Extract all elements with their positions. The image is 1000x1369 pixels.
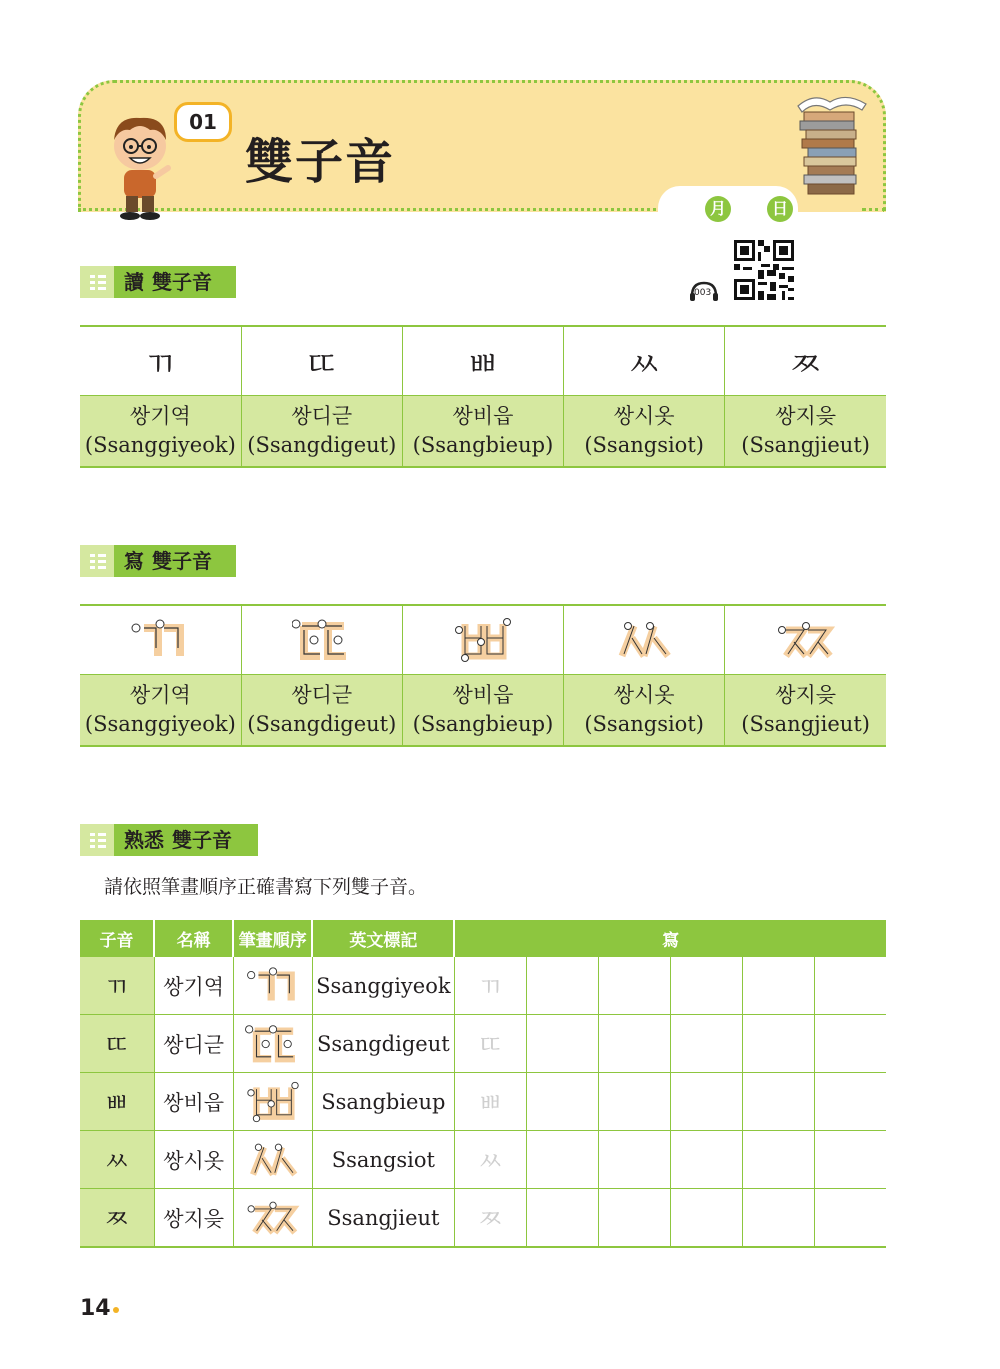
writing-cell[interactable]: [527, 1189, 599, 1248]
korean-name: 쌍디귿: [291, 404, 353, 428]
section-read-title: 雙子音: [152, 270, 212, 294]
korean-name: 쌍시옷: [613, 683, 675, 707]
name-cell: 쌍비읍: [154, 1073, 233, 1131]
writing-cell[interactable]: [815, 1073, 886, 1131]
ssangjieut-stroke-order-diagram: [776, 618, 836, 662]
stroke-order-cell: [233, 1073, 312, 1131]
english-cell: Ssangdigeut: [312, 1015, 454, 1073]
writing-cell[interactable]: [743, 957, 815, 1015]
name-cell: 쌍시옷: [154, 1131, 233, 1189]
writing-cell[interactable]: [599, 1189, 671, 1248]
trace-cell: ㅉ: [454, 1189, 526, 1248]
writing-cell[interactable]: [671, 1131, 743, 1189]
stroke-order-cell: [725, 605, 886, 675]
stroke-order-cell: [233, 1131, 312, 1189]
romanization: (Ssangjieut): [741, 712, 870, 736]
ssangdigeut-stroke-order-diagram: [243, 1022, 303, 1066]
name-cell: 쌍기역: [154, 957, 233, 1015]
read-letters-table: [80, 325, 886, 468]
consonant-cell: ㄸ: [80, 1015, 154, 1073]
letter-name-cell: [725, 675, 886, 747]
letter-name-cell: [564, 675, 725, 747]
header-dotted-divider-right: [862, 208, 886, 211]
writing-cell[interactable]: [599, 1015, 671, 1073]
writing-cell[interactable]: [527, 1131, 599, 1189]
stroke-order-cell: [233, 957, 312, 1015]
writing-cell[interactable]: [815, 957, 886, 1015]
ssangdigeut-stroke-order-diagram: [292, 616, 352, 664]
trace-cell: ㄸ: [454, 1015, 526, 1073]
letter-cell: ㅆ: [564, 326, 725, 396]
section-bullet-icon: [90, 274, 106, 290]
english-cell: Ssangjieut: [312, 1189, 454, 1248]
korean-name: 쌍시옷: [613, 404, 675, 428]
english-cell: Ssangsiot: [312, 1131, 454, 1189]
letter-name-cell: [725, 396, 886, 468]
letter-name-cell: [564, 396, 725, 468]
lesson-title: 雙子音: [245, 134, 396, 190]
ssanggiyeok-stroke-order-diagram: [130, 618, 190, 662]
korean-name: 쌍비읍: [452, 404, 514, 428]
writing-cell[interactable]: [815, 1189, 886, 1248]
audio-track-number: 003: [694, 288, 712, 298]
writing-cell[interactable]: [599, 1073, 671, 1131]
letter-cell: ㄲ: [80, 326, 241, 396]
english-cell: Ssanggiyeok: [312, 957, 454, 1015]
english-cell: Ssangbieup: [312, 1073, 454, 1131]
ssanggiyeok-stroke-order-diagram: [243, 966, 303, 1006]
section-bullet-icon: [90, 832, 106, 848]
header-english: 英文標記: [312, 920, 454, 957]
korean-name: 쌍비읍: [452, 683, 514, 707]
romanization: (Ssangdigeut): [247, 712, 397, 736]
book-stack-illustration: [790, 88, 870, 200]
table-row: [80, 1015, 886, 1073]
page-number: 14: [80, 1296, 111, 1321]
korean-name: 쌍지읒: [775, 683, 837, 707]
section-bullet-icon: [90, 553, 106, 569]
korean-name: 쌍기역: [129, 683, 191, 707]
trace-cell: ㄲ: [454, 957, 526, 1015]
ssangsiot-stroke-order-diagram: [243, 1140, 303, 1180]
header-consonant: 子音: [80, 920, 154, 957]
section-write-title: 雙子音: [152, 549, 212, 573]
letter-name-cell: [80, 675, 241, 747]
header-write: 寫: [454, 920, 886, 957]
writing-cell[interactable]: [527, 1073, 599, 1131]
writing-cell[interactable]: [671, 1015, 743, 1073]
consonant-cell: ㅆ: [80, 1131, 154, 1189]
ssangsiot-stroke-order-diagram: [614, 618, 674, 662]
trace-cell: ㅃ: [454, 1073, 526, 1131]
section-read-prefix: 讀: [124, 270, 144, 294]
table-row: [80, 1189, 886, 1248]
romanization: (Ssangdigeut): [247, 433, 397, 457]
stroke-order-cell: [402, 605, 563, 675]
stroke-order-cell: [564, 605, 725, 675]
writing-cell[interactable]: [815, 1015, 886, 1073]
writing-cell[interactable]: [671, 1073, 743, 1131]
stroke-order-cell: [233, 1189, 312, 1248]
table-row: [80, 1131, 886, 1189]
writing-cell[interactable]: [743, 1189, 815, 1248]
section-familiar-prefix: 熟悉: [124, 828, 164, 852]
section-read-label: [80, 266, 236, 298]
exercise-instruction: 請依照筆畫順序正確書寫下列雙子音。: [104, 876, 428, 898]
letter-name-cell: [402, 396, 563, 468]
ssangjieut-stroke-order-diagram: [243, 1198, 303, 1238]
korean-name: 쌍지읒: [775, 404, 837, 428]
practice-table: [80, 920, 886, 1248]
lesson-number-badge: 01: [174, 102, 232, 142]
writing-cell[interactable]: [671, 957, 743, 1015]
romanization: (Ssangbieup): [412, 433, 554, 457]
letter-cell: ㅃ: [402, 326, 563, 396]
section-familiar-label: [80, 824, 258, 856]
writing-cell[interactable]: [743, 1073, 815, 1131]
korean-name: 쌍기역: [129, 404, 191, 428]
romanization: (Ssangsiot): [584, 712, 704, 736]
letter-cell: ㄸ: [241, 326, 402, 396]
romanization: (Ssangbieup): [412, 712, 554, 736]
writing-cell[interactable]: [599, 957, 671, 1015]
page-number-dot: [113, 1307, 119, 1313]
consonant-cell: ㄲ: [80, 957, 154, 1015]
writing-cell[interactable]: [599, 1131, 671, 1189]
name-cell: 쌍지읒: [154, 1189, 233, 1248]
header-stroke-order: 筆畫順序: [233, 920, 312, 957]
boy-mascot-illustration: [100, 110, 180, 222]
romanization: (Ssangsiot): [584, 433, 704, 457]
month-chip: 月: [705, 196, 731, 222]
section-write-label: [80, 545, 236, 577]
letter-cell: ㅉ: [725, 326, 886, 396]
writing-cell[interactable]: [815, 1131, 886, 1189]
writing-cell[interactable]: [527, 1015, 599, 1073]
korean-name: 쌍디귿: [291, 683, 353, 707]
consonant-cell: ㅉ: [80, 1189, 154, 1248]
section-write-prefix: 寫: [124, 549, 144, 573]
name-cell: 쌍디귿: [154, 1015, 233, 1073]
writing-cell[interactable]: [743, 1015, 815, 1073]
ssangbieup-stroke-order-diagram: [453, 616, 513, 664]
table-row: [80, 1073, 886, 1131]
header-name: 名稱: [154, 920, 233, 957]
writing-cell[interactable]: [743, 1131, 815, 1189]
qr-code: [734, 240, 794, 300]
day-chip: 日: [767, 196, 793, 222]
stroke-order-cell: [80, 605, 241, 675]
letter-name-cell: [241, 396, 402, 468]
table-row: [80, 957, 886, 1015]
section-familiar-title: 雙子音: [172, 828, 232, 852]
ssangbieup-stroke-order-diagram: [243, 1080, 303, 1124]
stroke-order-cell: [241, 605, 402, 675]
romanization: (Ssanggiyeok): [84, 433, 236, 457]
writing-cell[interactable]: [671, 1189, 743, 1248]
romanization: (Ssanggiyeok): [84, 712, 236, 736]
consonant-cell: ㅃ: [80, 1073, 154, 1131]
trace-cell: ㅆ: [454, 1131, 526, 1189]
letter-name-cell: [241, 675, 402, 747]
writing-cell[interactable]: [527, 957, 599, 1015]
romanization: (Ssangjieut): [741, 433, 870, 457]
write-letters-table: [80, 604, 886, 747]
stroke-order-cell: [233, 1015, 312, 1073]
letter-name-cell: [80, 396, 241, 468]
letter-name-cell: [402, 675, 563, 747]
